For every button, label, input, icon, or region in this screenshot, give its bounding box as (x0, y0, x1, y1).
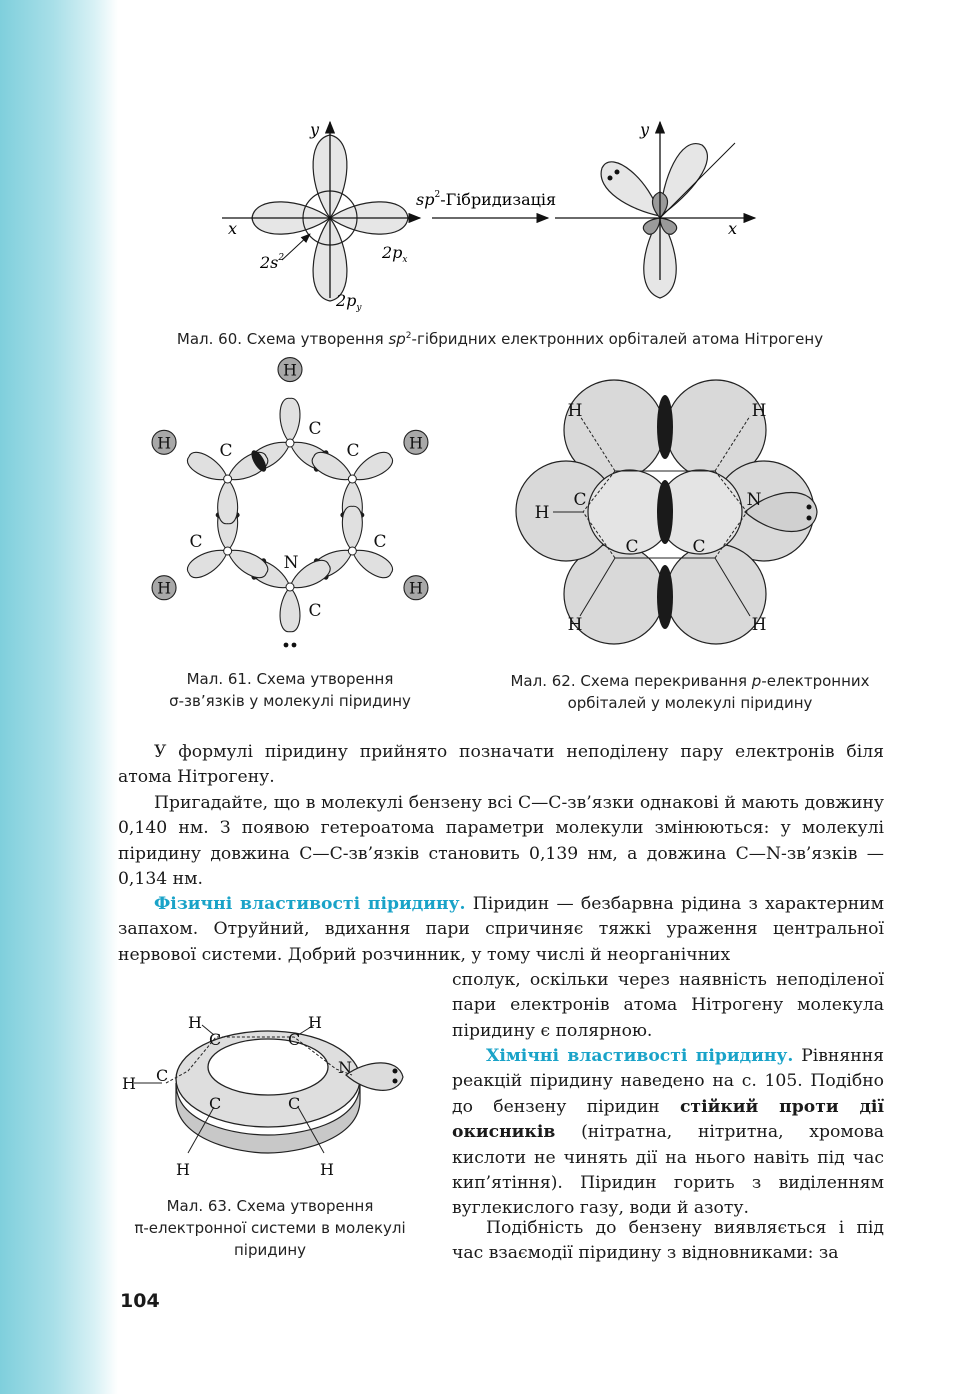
fig60-right-y-label: y (640, 120, 650, 139)
figure-63-pi-system (118, 1005, 418, 1185)
fig61-c-label: C (346, 441, 360, 461)
figure-61-sigma-bonds (157, 360, 425, 650)
fig61-c-label: C (308, 601, 322, 621)
fig63-c-bottom-right: C (288, 1094, 301, 1113)
figure-62-caption-line2: орбіталей у молекулі піридину (567, 694, 813, 712)
figure-61-caption-line1: Мал. 61. Схема утворення (186, 670, 394, 688)
fig61-c-label: C (189, 532, 203, 552)
fig62-h-label: H (567, 615, 583, 635)
fig63-h-top-right: H (308, 1013, 322, 1032)
fig60-2s-label: $2s^2$ (260, 253, 285, 272)
fig61-lone-pair-dot (292, 643, 297, 648)
fig63-h-top-left: H (188, 1013, 202, 1032)
fig61-atom-core (286, 439, 294, 447)
fig62-h-label: H (567, 401, 583, 421)
fig61-c-label: C (308, 419, 322, 439)
fig63-c-bottom-left: C (209, 1094, 222, 1113)
fig60-2px-label: $2p_x$ (382, 243, 408, 265)
figure-62-caption (490, 670, 890, 714)
fig62-h-label: H (751, 615, 767, 635)
figure-62-caption-line1: Мал. 62. Схема перекривання p-електронних (510, 672, 870, 690)
page-number: 104 (120, 1290, 160, 1312)
fig60-right-x-label: x (728, 219, 738, 238)
fig61-atom-core (224, 475, 232, 483)
figure-62-p-orbital-overlap (525, 378, 835, 663)
fig61-outer-lobe (352, 550, 392, 577)
fig63-c-top-left: C (209, 1030, 222, 1049)
fig61-h-label: H (157, 433, 172, 453)
figure-63-caption (110, 1195, 430, 1261)
fig62-h-label: H (534, 503, 550, 523)
fig62-c-label: C (692, 537, 706, 557)
fig62-c-label: C (573, 490, 587, 510)
fig61-ring-lobe (342, 506, 362, 551)
page-margin-strip (0, 0, 118, 1394)
figure-63-caption-line2: π-електронної системи в молекулі (134, 1219, 406, 1237)
fig61-c-label: C (373, 532, 387, 552)
fig63-c-left: C (156, 1066, 169, 1085)
fig61-atom-core (348, 547, 356, 555)
fig63-n-atom: N (338, 1058, 352, 1077)
paragraph-physical-properties-cont: сполук, оскільки через наявність неподіленої пари електронів атома Нітрогену молекула піридину є полярною. (452, 970, 884, 1041)
paragraph-bond-lengths: Пригадайте, що в молекулі бензену всі С—С-зв’язки однакові й мають довжину 0,140 нм. З появою гетероатома параметри молекули змінюються: у молекулі піридину довжина С—С-зв’язків становить 0,139 нм, а довжина С—N-зв’язків — 0,134 нм. (118, 793, 884, 890)
fig60-2py-label: $2p_y$ (336, 291, 362, 313)
paragraph-chemical-properties: Хімічні властивості піридину. Рівняння реакцій піридину наведено на с. 105. Подібно до бензену піридин стійкий проти дії окисників (нітратна, нітритна, хромова кислоти не чинять дії на нього навіть під час кип’ятіння). Піридин горить з виділенням вуглекислого газу, води й азоту. (452, 1046, 884, 1219)
fig62-lone-pair-dot (807, 505, 812, 510)
fig60-left-x-label: x (228, 219, 238, 238)
fig63-h-left: H (122, 1074, 136, 1093)
fig61-ring-lobe (218, 479, 238, 524)
fig61-atom-core (348, 475, 356, 483)
fig61-atom-core (286, 583, 294, 591)
figure-60-hybridization (210, 110, 770, 325)
fig62-lone-pair-dot (807, 516, 812, 521)
fig60-arrow-label: $sp^2$-Гібридизація (416, 190, 557, 209)
fig62-h-label: H (751, 401, 767, 421)
fig61-ring-lobe (228, 550, 268, 577)
fig61-c-label: C (219, 441, 233, 461)
fig62-c-label: C (625, 537, 639, 557)
fig61-lone-pair-dot (284, 643, 289, 648)
fig61-outer-lobe (187, 550, 227, 577)
fig61-h-label: H (157, 578, 172, 598)
heading-physical-properties: Фізичні властивості піридину. (154, 894, 466, 914)
fig61-outer-lobe (280, 398, 300, 443)
paragraph-physical-properties: Фізичні властивості піридину. Піридин — безбарвна рідина з характерним запахом. Отруйний, вдихання пари спричиняє тяжкі ураження центральної нервової системи. Добрий розчинник, у тому числі й неорганічних (118, 894, 884, 965)
paragraph-reduction: Подібність до бензену виявляється і під час взаємодії піридину з відновниками: за (452, 1218, 884, 1264)
fig63-h-bottom-left: H (176, 1160, 190, 1179)
fig61-h-label: H (283, 360, 297, 380)
fig61-atom-core (224, 547, 232, 555)
fig61-h-label: H (408, 433, 423, 453)
fig62-n-label: N (746, 490, 762, 510)
figure-63-caption-line3: піридину (233, 1241, 307, 1259)
heading-chemical-properties: Хімічні властивості піридину. (486, 1046, 794, 1066)
paragraph-lone-pair: У формулі піридину прийнято позначати неподілену пару електронів біля атома Нітрогену. (118, 742, 884, 788)
fig61-h-label: H (408, 578, 423, 598)
fig62-overlap-center (657, 480, 673, 544)
figure-61-caption-line2: σ-зв’язків у молекулі піридину (169, 692, 411, 710)
fig61-outer-lobe (280, 587, 300, 632)
figure-63-caption-line1: Мал. 63. Схема утворення (166, 1197, 374, 1215)
fig63-h-bottom-right: H (320, 1160, 334, 1179)
fig63-c-top-right: C (288, 1030, 301, 1049)
fig61-n-label: N (283, 553, 299, 573)
fig62-overlap-top (657, 395, 673, 459)
figure-60-caption: Мал. 60. Схема утворення $sp^2$-гібридних електронних орбіталей атома Нітрогену (176, 330, 824, 348)
figure-61-caption (150, 668, 430, 712)
fig60-left-y-label: y (310, 120, 320, 139)
fig62-overlap-bottom (657, 565, 673, 629)
